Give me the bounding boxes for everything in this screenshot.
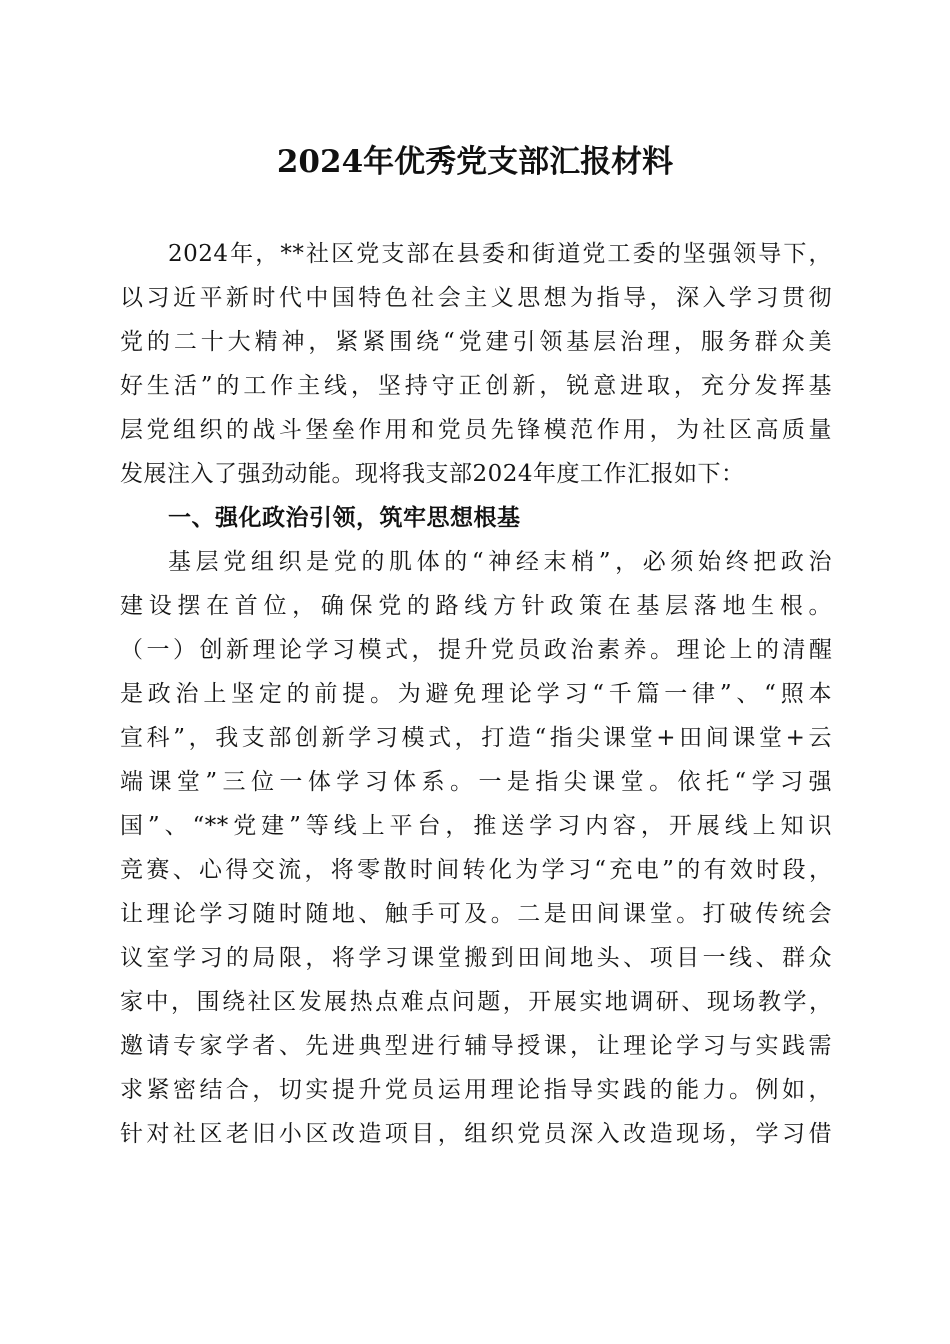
intro-line: 好生活”的工作主线，坚持守正创新，锐意进取，充分发挥基 (120, 373, 832, 399)
section-line: 让理论学习随时随地、触手可及。二是田间课堂。打破传统会 (120, 901, 832, 927)
section-line: 针对社区老旧小区改造项目，组织党员深入改造现场，学习借 (120, 1121, 832, 1147)
document-body (120, 232, 832, 1156)
section-line: 邀请专家学者、先进典型进行辅导授课，让理论学习与实践需 (120, 1033, 832, 1059)
section-line: 端课堂”三位一体学习体系。一是指尖课堂。依托“学习强 (120, 769, 832, 795)
section-line: 求紧密结合，切实提升党员运用理论指导实践的能力。例如， (120, 1077, 832, 1103)
section-line: 基层党组织是党的肌体的“神经末梢”，必须始终把政治 (168, 549, 832, 575)
intro-line: 层党组织的战斗堡垒作用和党员先锋模范作用，为社区高质量 (120, 417, 832, 443)
section-line: 议室学习的局限，将学习课堂搬到田间地头、项目一线、群众 (120, 945, 832, 971)
section-line: 建设摆在首位，确保党的路线方针政策在基层落地生根。 (120, 593, 832, 619)
section-line: （一）创新理论学习模式，提升党员政治素养。理论上的清醒 (120, 637, 832, 663)
section-heading: 一、强化政治引领，筑牢思想根基 (168, 505, 521, 531)
intro-line: 以习近平新时代中国特色社会主义思想为指导，深入学习贯彻 (120, 285, 832, 311)
section-line: 家中，围绕社区发展热点难点问题，开展实地调研、现场教学， (120, 989, 832, 1015)
intro-line: 2024年，**社区党支部在县委和街道党工委的坚强领导下， (168, 241, 832, 267)
section-line: 竞赛、心得交流，将零散时间转化为学习“充电”的有效时段， (120, 857, 832, 883)
intro-line: 发展注入了强劲动能。现将我支部2024年度工作汇报如下： (120, 461, 745, 487)
document-title: 2024年优秀党支部汇报材料 (276, 144, 674, 180)
section-line: 是政治上坚定的前提。为避免理论学习“千篇一律”、“照本 (120, 681, 832, 707)
section-line: 宣科”，我支部创新学习模式，打造“指尖课堂+田间课堂+云 (120, 725, 832, 751)
section-line: 国”、“**党建”等线上平台，推送学习内容，开展线上知识 (120, 813, 832, 839)
intro-line: 党的二十大精神，紧紧围绕“党建引领基层治理，服务群众美 (120, 329, 832, 355)
